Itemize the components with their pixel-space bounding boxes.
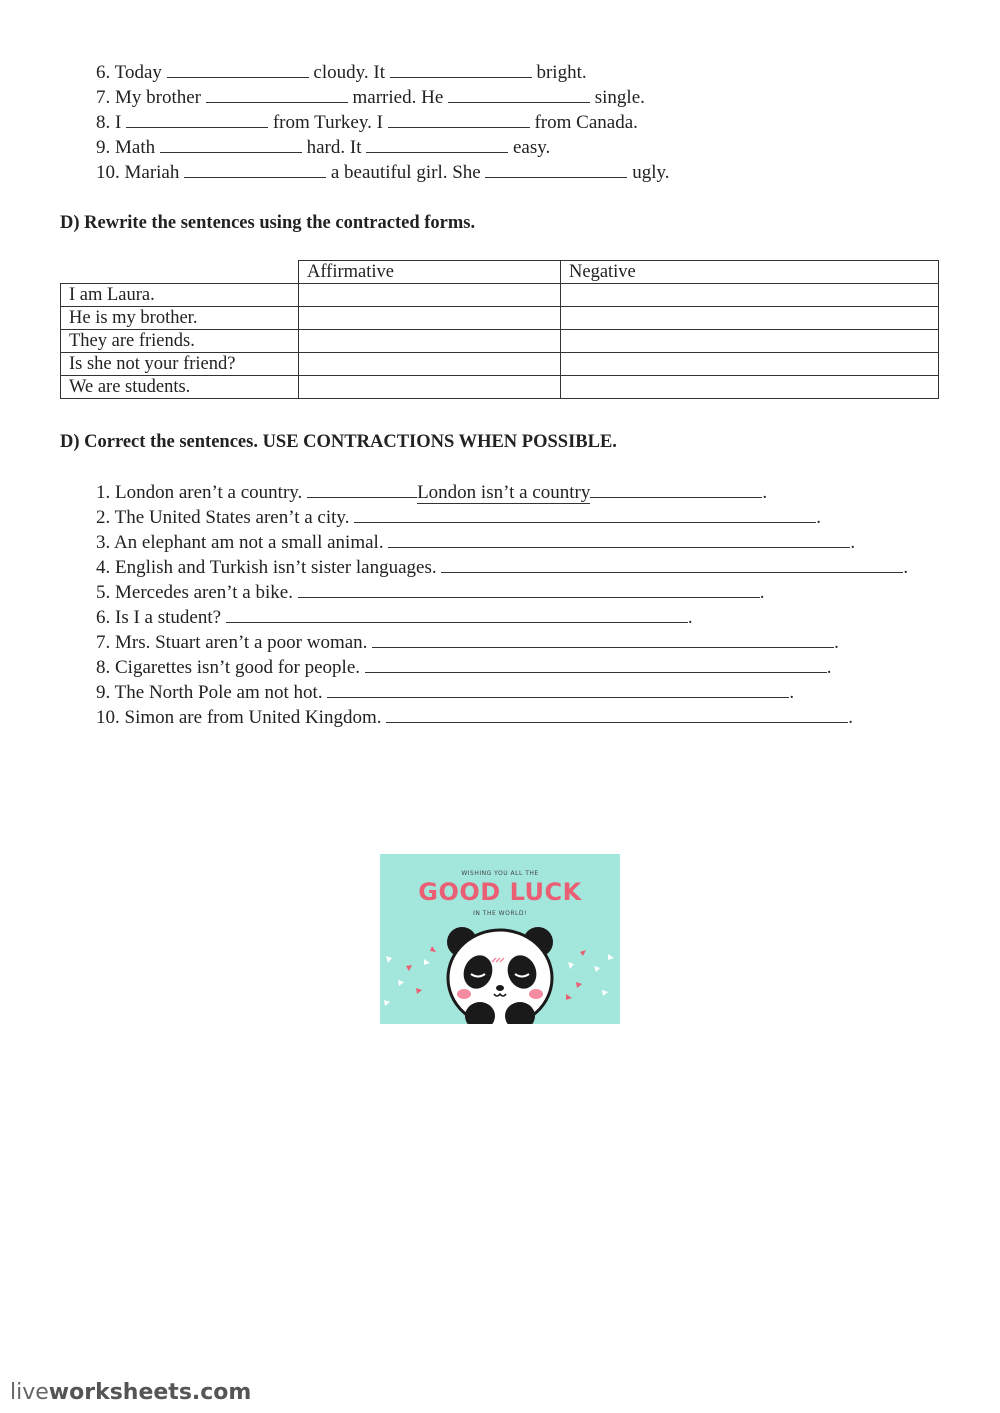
row-sentence: He is my brother. bbox=[61, 307, 299, 330]
correct-item-1: 1. London aren’t a country. London isn’t a country . bbox=[96, 482, 768, 503]
affirmative-answer-cell[interactable] bbox=[299, 376, 561, 399]
picture-title: GOOD LUCK bbox=[418, 878, 582, 906]
table-row bbox=[61, 330, 939, 353]
table-header-row bbox=[61, 261, 939, 284]
answer-blank[interactable] bbox=[441, 556, 903, 573]
negative-answer-cell[interactable] bbox=[561, 330, 939, 353]
exercise-item-6: 6. Today cloudy. It bright. bbox=[96, 62, 587, 83]
row-sentence: We are students. bbox=[61, 376, 299, 399]
answer-blank[interactable] bbox=[365, 656, 827, 673]
good-luck-picture bbox=[380, 854, 620, 1024]
example-answer[interactable]: London isn’t a country bbox=[417, 482, 591, 503]
negative-answer-cell[interactable] bbox=[561, 353, 939, 376]
negative-answer-cell[interactable] bbox=[561, 376, 939, 399]
column-header-affirmative: Affirmative bbox=[299, 261, 561, 284]
picture-bottom-text: IN THE WORLD! bbox=[473, 910, 527, 917]
correct-item-5: 5. Mercedes aren’t a bike. . bbox=[96, 582, 765, 603]
table-row bbox=[61, 353, 939, 376]
exercise-item-7: 7. My brother married. He single. bbox=[96, 87, 645, 108]
affirmative-answer-cell[interactable] bbox=[299, 284, 561, 307]
correct-item-8: 8. Cigarettes isn’t good for people. . bbox=[96, 657, 832, 678]
correct-item-4: 4. English and Turkish isn’t sister languages. . bbox=[96, 557, 909, 578]
exercise-item-10: 10. Mariah a beautiful girl. She ugly. bbox=[96, 162, 670, 183]
liveworksheets-logo[interactable]: liveworksheets.com bbox=[10, 1380, 252, 1405]
correct-item-7: 7. Mrs. Stuart aren’t a poor woman. . bbox=[96, 632, 839, 653]
answer-blank[interactable] bbox=[372, 631, 834, 648]
answer-blank[interactable] bbox=[184, 161, 326, 178]
answer-blank[interactable] bbox=[206, 86, 348, 103]
answer-blank[interactable] bbox=[366, 136, 508, 153]
table-row bbox=[61, 376, 939, 399]
answer-blank[interactable] bbox=[485, 161, 627, 178]
affirmative-answer-cell[interactable] bbox=[299, 353, 561, 376]
answer-blank[interactable] bbox=[590, 481, 762, 498]
section-heading-correct: D) Correct the sentences. USE CONTRACTIONS WHEN POSSIBLE. bbox=[60, 432, 617, 452]
contractions-table bbox=[60, 260, 939, 399]
answer-blank[interactable] bbox=[386, 706, 848, 723]
answer-blank[interactable] bbox=[327, 681, 789, 698]
table-row bbox=[61, 307, 939, 330]
row-sentence: Is she not your friend? bbox=[61, 353, 299, 376]
correct-item-2: 2. The United States aren’t a city. . bbox=[96, 507, 821, 528]
panda-icon bbox=[380, 854, 620, 1024]
affirmative-answer-cell[interactable] bbox=[299, 330, 561, 353]
answer-blank[interactable] bbox=[448, 86, 590, 103]
correct-item-3: 3. An elephant am not a small animal. . bbox=[96, 532, 856, 553]
answer-blank[interactable] bbox=[388, 531, 850, 548]
negative-answer-cell[interactable] bbox=[561, 307, 939, 330]
answer-blank[interactable] bbox=[388, 111, 530, 128]
picture-top-text: WISHING YOU ALL THE bbox=[461, 870, 539, 877]
correct-item-6: 6. Is I a student? . bbox=[96, 607, 693, 628]
negative-answer-cell[interactable] bbox=[561, 284, 939, 307]
answer-blank[interactable] bbox=[226, 606, 688, 623]
answer-blank[interactable] bbox=[390, 61, 532, 78]
table-row bbox=[61, 284, 939, 307]
row-sentence: They are friends. bbox=[61, 330, 299, 353]
answer-blank[interactable] bbox=[354, 506, 816, 523]
row-sentence: I am Laura. bbox=[61, 284, 299, 307]
column-header-negative: Negative bbox=[561, 261, 939, 284]
correct-item-10: 10. Simon are from United Kingdom. . bbox=[96, 707, 853, 728]
answer-blank[interactable] bbox=[167, 61, 309, 78]
correct-item-9: 9. The North Pole am not hot. . bbox=[96, 682, 795, 703]
answer-blank[interactable] bbox=[307, 481, 417, 498]
exercise-item-8: 8. I from Turkey. I from Canada. bbox=[96, 112, 638, 133]
exercise-item-9: 9. Math hard. It easy. bbox=[96, 137, 551, 158]
section-heading-rewrite: D) Rewrite the sentences using the contracted forms. bbox=[60, 213, 476, 233]
affirmative-answer-cell[interactable] bbox=[299, 307, 561, 330]
answer-blank[interactable] bbox=[126, 111, 268, 128]
answer-blank[interactable] bbox=[160, 136, 302, 153]
answer-blank[interactable] bbox=[298, 581, 760, 598]
table-corner-cell bbox=[61, 261, 299, 284]
